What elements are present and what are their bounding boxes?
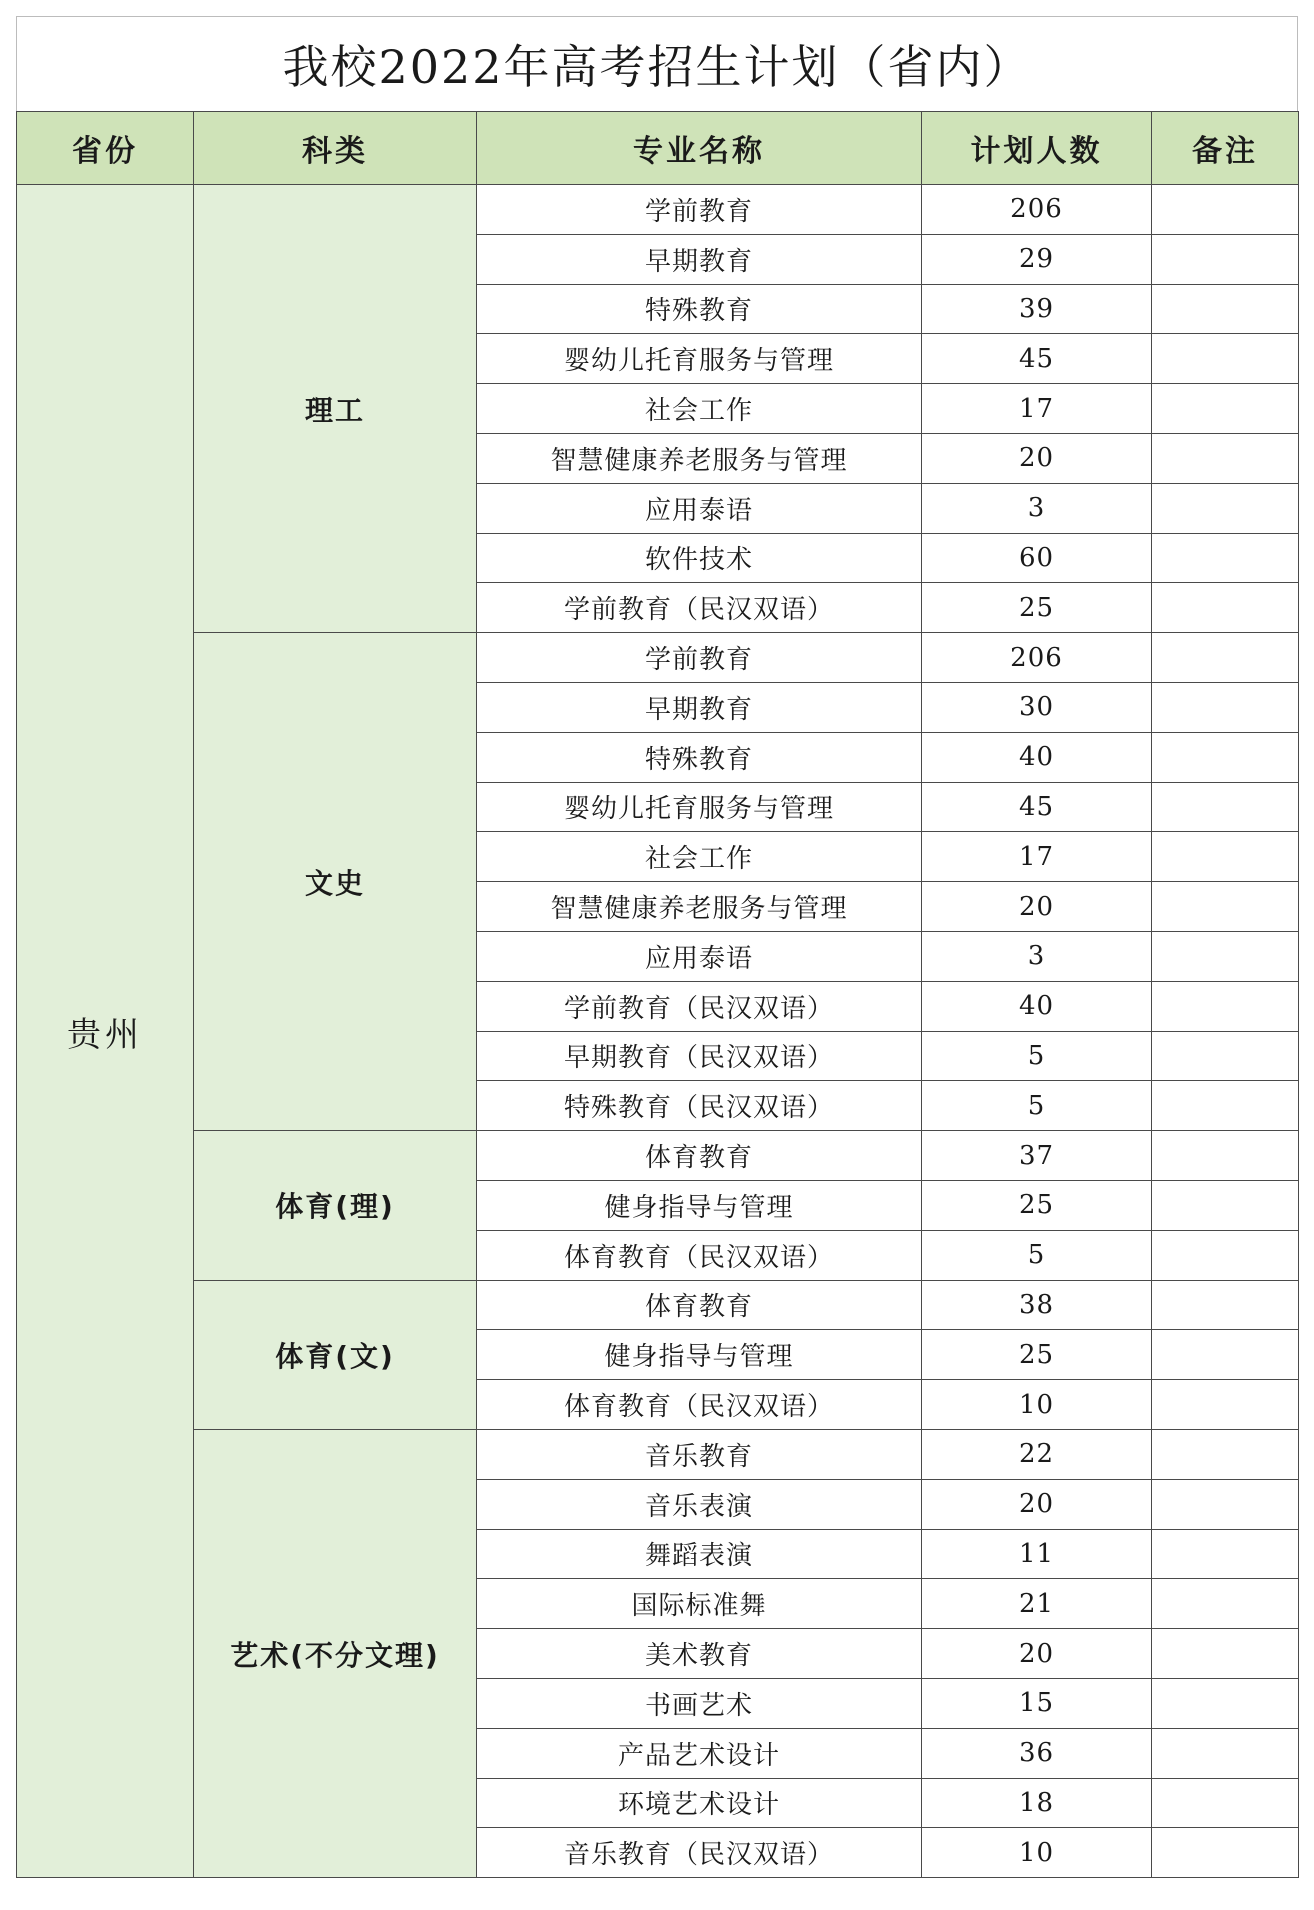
planned-count-cell: 29 xyxy=(922,234,1152,284)
note-cell xyxy=(1152,1280,1299,1330)
table-row xyxy=(17,1429,1299,1479)
planned-count-cell: 25 xyxy=(922,583,1152,633)
planned-count-cell: 206 xyxy=(922,633,1152,683)
table-row xyxy=(17,633,1299,683)
major-cell: 特殊教育 xyxy=(477,284,922,334)
category-cell: 体育(理) xyxy=(194,1131,477,1280)
header-row xyxy=(17,112,1299,185)
column-header-notes: 备注 xyxy=(1152,112,1299,185)
enrollment-plan-sheet xyxy=(16,16,1298,1878)
planned-count-cell: 5 xyxy=(922,1081,1152,1131)
planned-count-cell: 22 xyxy=(922,1429,1152,1479)
major-cell: 软件技术 xyxy=(477,533,922,583)
planned-count-cell: 17 xyxy=(922,384,1152,434)
major-cell: 特殊教育（民汉双语） xyxy=(477,1081,922,1131)
note-cell xyxy=(1152,384,1299,434)
category-cell: 理工 xyxy=(194,185,477,633)
note-cell xyxy=(1152,234,1299,284)
major-cell: 音乐表演 xyxy=(477,1479,922,1529)
note-cell xyxy=(1152,633,1299,683)
planned-count-cell: 18 xyxy=(922,1778,1152,1828)
planned-count-cell: 25 xyxy=(922,1180,1152,1230)
table-body xyxy=(17,185,1299,1878)
planned-count-cell: 10 xyxy=(922,1828,1152,1878)
note-cell xyxy=(1152,1828,1299,1878)
planned-count-cell: 40 xyxy=(922,981,1152,1031)
planned-count-cell: 15 xyxy=(922,1678,1152,1728)
note-cell xyxy=(1152,1330,1299,1380)
major-cell: 体育教育（民汉双语） xyxy=(477,1380,922,1430)
note-cell xyxy=(1152,1678,1299,1728)
major-cell: 智慧健康养老服务与管理 xyxy=(477,882,922,932)
column-header-province: 省份 xyxy=(17,112,194,185)
major-cell: 学前教育（民汉双语） xyxy=(477,981,922,1031)
note-cell xyxy=(1152,1479,1299,1529)
major-cell: 产品艺术设计 xyxy=(477,1728,922,1778)
planned-count-cell: 3 xyxy=(922,483,1152,533)
note-cell xyxy=(1152,433,1299,483)
planned-count-cell: 20 xyxy=(922,882,1152,932)
major-cell: 早期教育 xyxy=(477,234,922,284)
major-cell: 健身指导与管理 xyxy=(477,1180,922,1230)
note-cell xyxy=(1152,1429,1299,1479)
note-cell xyxy=(1152,1579,1299,1629)
column-header-planned-count: 计划人数 xyxy=(922,112,1152,185)
planned-count-cell: 25 xyxy=(922,1330,1152,1380)
planned-count-cell: 30 xyxy=(922,682,1152,732)
major-cell: 学前教育（民汉双语） xyxy=(477,583,922,633)
major-cell: 学前教育 xyxy=(477,633,922,683)
planned-count-cell: 45 xyxy=(922,782,1152,832)
note-cell xyxy=(1152,1180,1299,1230)
major-cell: 社会工作 xyxy=(477,384,922,434)
note-cell xyxy=(1152,1728,1299,1778)
major-cell: 体育教育（民汉双语） xyxy=(477,1230,922,1280)
planned-count-cell: 20 xyxy=(922,433,1152,483)
note-cell xyxy=(1152,1230,1299,1280)
major-cell: 音乐教育（民汉双语） xyxy=(477,1828,922,1878)
planned-count-cell: 36 xyxy=(922,1728,1152,1778)
major-cell: 体育教育 xyxy=(477,1280,922,1330)
note-cell xyxy=(1152,981,1299,1031)
major-cell: 环境艺术设计 xyxy=(477,1778,922,1828)
major-cell: 音乐教育 xyxy=(477,1429,922,1479)
note-cell xyxy=(1152,1778,1299,1828)
planned-count-cell: 38 xyxy=(922,1280,1152,1330)
note-cell xyxy=(1152,334,1299,384)
major-cell: 婴幼儿托育服务与管理 xyxy=(477,334,922,384)
note-cell xyxy=(1152,1380,1299,1430)
column-header-category: 科类 xyxy=(194,112,477,185)
planned-count-cell: 37 xyxy=(922,1131,1152,1181)
planned-count-cell: 39 xyxy=(922,284,1152,334)
note-cell xyxy=(1152,533,1299,583)
planned-count-cell: 17 xyxy=(922,832,1152,882)
category-cell: 体育(文) xyxy=(194,1280,477,1429)
note-cell xyxy=(1152,931,1299,981)
major-cell: 美术教育 xyxy=(477,1629,922,1679)
planned-count-cell: 45 xyxy=(922,334,1152,384)
major-cell: 健身指导与管理 xyxy=(477,1330,922,1380)
planned-count-cell: 5 xyxy=(922,1031,1152,1081)
planned-count-cell: 20 xyxy=(922,1629,1152,1679)
major-cell: 早期教育（民汉双语） xyxy=(477,1031,922,1081)
planned-count-cell: 3 xyxy=(922,931,1152,981)
major-cell: 舞蹈表演 xyxy=(477,1529,922,1579)
major-cell: 特殊教育 xyxy=(477,732,922,782)
major-cell: 学前教育 xyxy=(477,185,922,235)
note-cell xyxy=(1152,782,1299,832)
planned-count-cell: 40 xyxy=(922,732,1152,782)
enrollment-table xyxy=(16,111,1299,1878)
note-cell xyxy=(1152,1629,1299,1679)
note-cell xyxy=(1152,583,1299,633)
note-cell xyxy=(1152,832,1299,882)
table-row xyxy=(17,1280,1299,1330)
table-row xyxy=(17,1131,1299,1181)
planned-count-cell: 10 xyxy=(922,1380,1152,1430)
planned-count-cell: 11 xyxy=(922,1529,1152,1579)
note-cell xyxy=(1152,1131,1299,1181)
planned-count-cell: 21 xyxy=(922,1579,1152,1629)
note-cell xyxy=(1152,682,1299,732)
major-cell: 社会工作 xyxy=(477,832,922,882)
major-cell: 应用泰语 xyxy=(477,931,922,981)
category-cell: 艺术(不分文理) xyxy=(194,1429,477,1877)
column-header-major: 专业名称 xyxy=(477,112,922,185)
note-cell xyxy=(1152,1529,1299,1579)
major-cell: 早期教育 xyxy=(477,682,922,732)
planned-count-cell: 60 xyxy=(922,533,1152,583)
note-cell xyxy=(1152,732,1299,782)
note-cell xyxy=(1152,1031,1299,1081)
major-cell: 智慧健康养老服务与管理 xyxy=(477,433,922,483)
note-cell xyxy=(1152,882,1299,932)
table-row xyxy=(17,185,1299,235)
category-cell: 文史 xyxy=(194,633,477,1131)
major-cell: 应用泰语 xyxy=(477,483,922,533)
note-cell xyxy=(1152,1081,1299,1131)
planned-count-cell: 206 xyxy=(922,185,1152,235)
note-cell xyxy=(1152,284,1299,334)
major-cell: 婴幼儿托育服务与管理 xyxy=(477,782,922,832)
note-cell xyxy=(1152,185,1299,235)
province-cell: 贵州 xyxy=(17,185,194,1878)
title-bar xyxy=(16,16,1298,111)
planned-count-cell: 5 xyxy=(922,1230,1152,1280)
major-cell: 国际标准舞 xyxy=(477,1579,922,1629)
note-cell xyxy=(1152,483,1299,533)
planned-count-cell: 20 xyxy=(922,1479,1152,1529)
page-title: 我校2022年高考招生计划（省内） xyxy=(282,40,1032,94)
major-cell: 体育教育 xyxy=(477,1131,922,1181)
major-cell: 书画艺术 xyxy=(477,1678,922,1728)
